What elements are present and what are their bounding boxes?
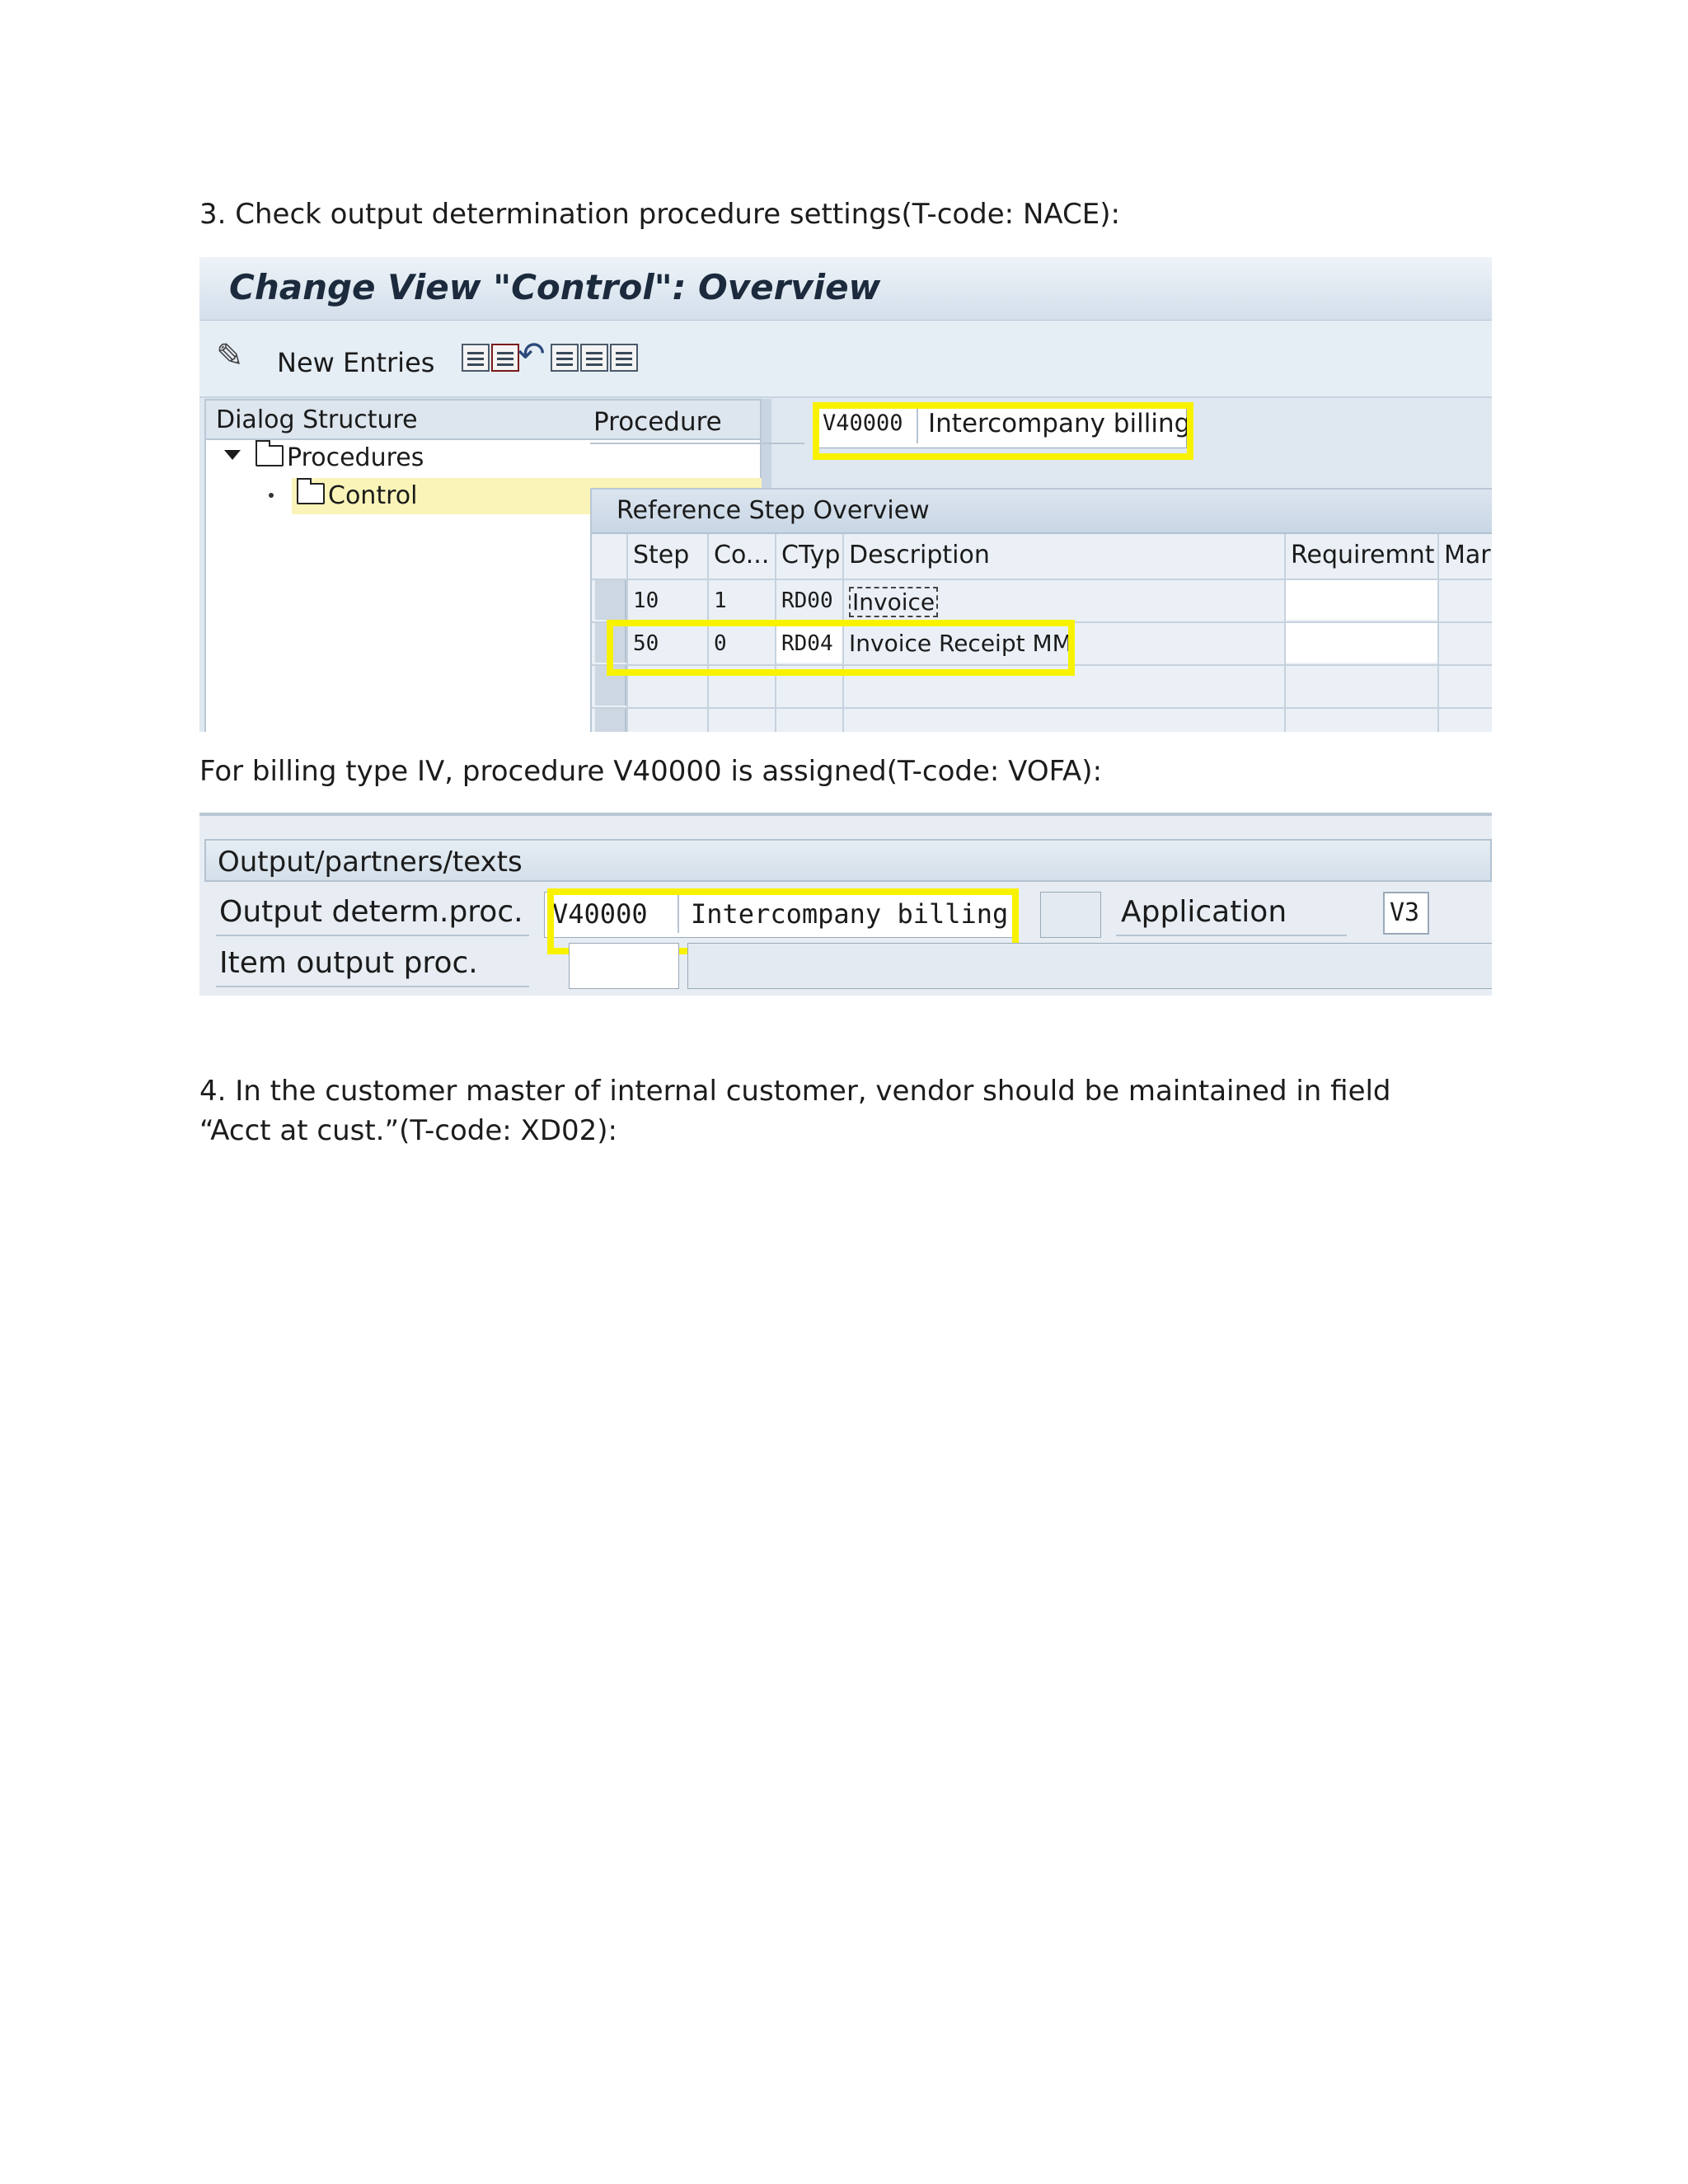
dialog-structure-title: Dialog Structure [216,405,418,434]
bullet-icon [269,493,274,498]
tree-item-label: Procedures [287,443,424,472]
reference-step-table [590,488,1492,732]
table-title: Reference Step Overview [617,496,930,525]
vofa-screenshot [199,813,1492,996]
open-folder-icon [297,483,325,504]
application-value: V3 [1390,898,1420,927]
pencil-glasses-icon[interactable]: ✎ [216,337,244,375]
step3-instruction: 3. Check output determination procedure settings(T-code: NACE): [199,198,1120,231]
copy-icon[interactable] [462,344,490,372]
tree-item-procedures[interactable] [206,440,760,476]
cell-step: 50 [633,631,659,656]
undo-icon[interactable]: ↶ [518,335,546,373]
top-border [199,813,1492,816]
col-ctyp[interactable]: CTyp [781,541,841,569]
billing-type-instruction: For billing type IV, procedure V40000 is assigned(T-code: VOFA): [199,755,1103,788]
select-all-icon[interactable] [551,344,579,372]
extra-field[interactable] [1040,892,1101,938]
item-output-label: Item output proc. [219,946,478,980]
tree-item-label: Control [328,481,418,510]
output-determ-code: V40000 [552,898,648,930]
cell-description[interactable]: Invoice [849,587,938,617]
label-underline [590,443,804,444]
row-highlight-box [607,620,1075,676]
nace-screenshot [199,257,1492,732]
title-bar [199,257,1492,321]
cell-step: 10 [633,588,659,613]
requirement-input[interactable] [1286,623,1437,663]
requirement-input[interactable] [1286,580,1437,620]
screen-title: Change View "Control": Overview [229,267,881,307]
table-header [592,490,1492,534]
folder-icon [256,445,284,466]
new-entries-button[interactable]: New Entries [277,347,435,378]
delete-icon[interactable] [491,344,519,372]
toolbar [199,321,1492,398]
item-output-field[interactable] [569,943,679,989]
col-mar[interactable]: Mar [1444,541,1491,569]
section-title: Output/partners/texts [218,846,523,879]
procedure-highlight-box [813,402,1193,460]
label-underline [216,986,529,987]
col-step[interactable]: Step [633,541,690,569]
output-determ-label: Output determ.proc. [219,895,523,929]
output-determ-description: Intercompany billing [691,898,1009,930]
cell-ctyp: RD04 [781,631,833,656]
cell-counter: 1 [714,588,727,613]
col-description[interactable]: Description [849,541,990,569]
cell-counter: 0 [714,631,727,656]
expand-triangle-icon[interactable] [224,450,241,460]
cell-description: Invoice Receipt MM [849,630,1072,657]
step4-instruction: 4. In the customer master of internal customer, vendor should be maintained in field “Acct at cust.”(T-code: XD02): [199,1075,1391,1147]
col-line [1437,534,1439,732]
application-label: Application [1121,895,1287,929]
col-requirement[interactable]: Requiremnt [1291,541,1435,569]
procedure-label: Procedure [593,407,722,437]
col-counter[interactable]: Co... [714,541,770,569]
label-underline [216,935,529,936]
select-block-icon[interactable] [580,344,608,372]
label-underline [1116,935,1347,936]
cell-ctyp: RD00 [781,588,833,613]
row-line [592,707,1492,709]
procedure-description: Intercompany billing [928,409,1191,438]
row-selector[interactable] [595,709,626,732]
item-output-description-field[interactable] [687,943,1492,989]
section-header [204,839,1492,882]
deselect-all-icon[interactable] [610,344,638,372]
row-selector[interactable] [595,580,626,620]
procedure-code: V40000 [823,410,903,436]
